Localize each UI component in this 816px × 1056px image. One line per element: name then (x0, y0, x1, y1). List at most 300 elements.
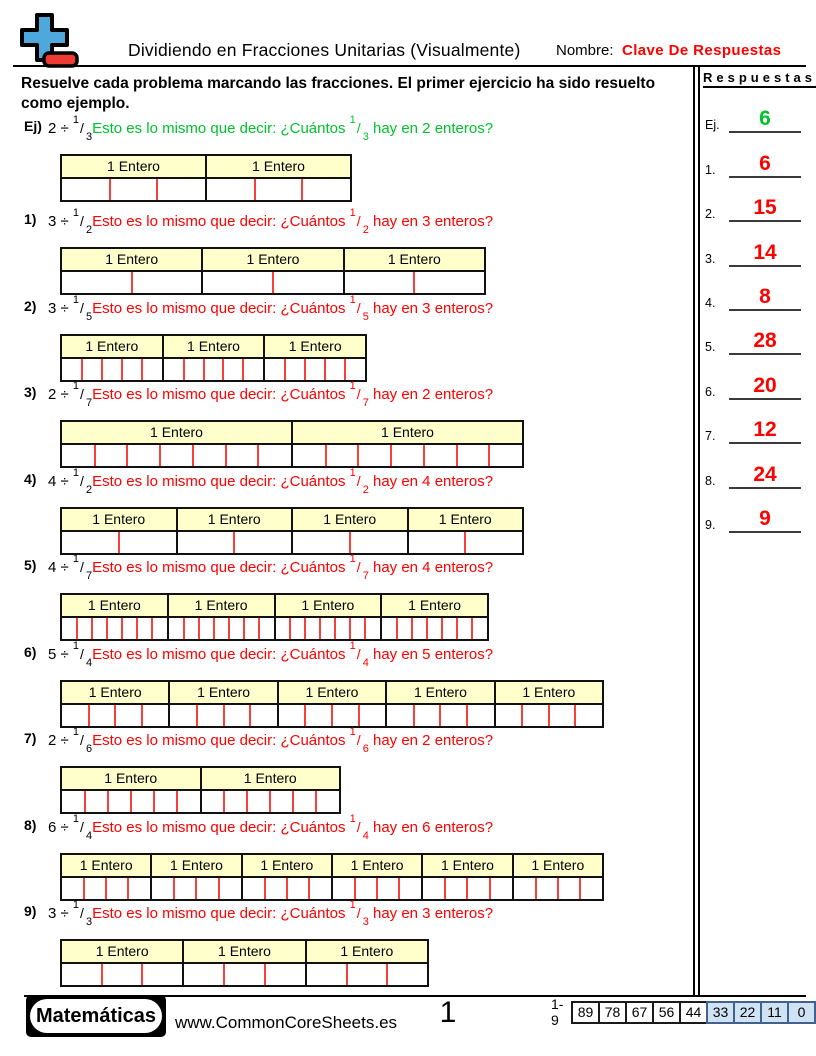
entero-fraction-area (382, 618, 487, 639)
answer-number-label: 3. (705, 251, 716, 266)
fraction-tick (386, 964, 388, 985)
fraction-tick (390, 445, 392, 466)
fraction-bar (60, 420, 524, 468)
unit-fraction (72, 812, 93, 842)
fraction-denominator: 4 (362, 656, 369, 669)
fraction-tick (81, 359, 83, 380)
entero-fraction-area (164, 359, 264, 380)
fraction-tick (136, 618, 138, 639)
answer-row (700, 489, 812, 533)
problem-statement (0, 293, 690, 326)
fraction-bar (60, 680, 604, 728)
unit-fraction (349, 207, 369, 236)
fraction-slash: / (356, 386, 361, 402)
score-cell: 11 (760, 1001, 789, 1024)
entero-label: 1 Entero (169, 595, 274, 618)
entero-label: 1 Entero (62, 682, 168, 705)
entero-cell (62, 682, 168, 726)
unit-fraction (72, 293, 93, 323)
fraction-tick (101, 964, 103, 985)
fraction-denominator: 4 (85, 829, 93, 842)
answer-value: 28 (753, 329, 777, 353)
unit-fraction (349, 114, 369, 143)
fraction-tick (257, 445, 259, 466)
fraction-bar (60, 247, 486, 295)
entero-cell (343, 249, 484, 293)
fraction-numerator: 1 (349, 114, 356, 126)
entero-cell (167, 595, 274, 639)
fraction-tick (264, 878, 266, 899)
problem-question: Esto es lo mismo que decir: ¿Cuántos $^1/_6$ hay en 2 enteros? (92, 726, 494, 755)
problem-number: Ej) (24, 118, 42, 134)
fraction-tick (121, 359, 123, 380)
fraction-tick (228, 618, 230, 639)
fraction-tick (126, 445, 128, 466)
fraction-tick (439, 705, 441, 726)
fraction-slash: / (356, 213, 361, 229)
answer-value: 15 (753, 196, 777, 220)
answer-number-label: 4. (705, 295, 716, 310)
problems-list (0, 114, 690, 990)
entero-label: 1 Entero (178, 509, 292, 532)
entero-label: 1 Entero (62, 595, 167, 618)
problem-number: 2) (24, 297, 37, 314)
unit-fraction (349, 293, 369, 323)
entero-fraction-area (169, 618, 274, 639)
fraction-denominator: 6 (362, 743, 369, 755)
entero-cell (62, 422, 291, 466)
entero-label: 1 Entero (382, 595, 487, 618)
fraction-numerator: 1 (349, 553, 356, 565)
entero-label: 1 Entero (62, 249, 201, 272)
problem-expression: $6 \div ^1/_4$ (48, 812, 93, 842)
fraction-numerator: 1 (72, 114, 80, 126)
entero-cell (162, 336, 264, 380)
fraction-tick (222, 359, 224, 380)
answer-row (700, 267, 812, 311)
fraction-tick (426, 618, 428, 639)
entero-cell (241, 855, 331, 899)
entero-cell (385, 682, 493, 726)
fraction-tick (488, 445, 490, 466)
entero-label: 1 Entero (307, 941, 427, 964)
fraction-tick (183, 359, 185, 380)
problem-number: 6) (24, 643, 37, 660)
entero-fraction-area (62, 179, 205, 200)
entero-cell (274, 595, 381, 639)
fraction-tick (325, 445, 327, 466)
problem-3 (0, 380, 690, 471)
fraction-tick (471, 618, 473, 639)
entero-fraction-area (62, 618, 167, 639)
score-cell: 22 (733, 1001, 762, 1024)
page-title: Dividiendo en Fracciones Unitarias (Visualmente) (128, 40, 521, 60)
fraction-tick (141, 964, 143, 985)
fraction-numerator: 1 (349, 293, 356, 306)
fraction-numerator: 1 (72, 466, 80, 479)
fraction-slash: / (356, 299, 361, 316)
fraction-numerator: 1 (349, 899, 356, 911)
fraction-tick (574, 705, 576, 726)
entero-fraction-area (243, 878, 331, 899)
score-cell: 56 (652, 1001, 681, 1024)
score-cell: 0 (787, 1001, 816, 1024)
problem-8 (0, 812, 690, 904)
answer-number-label: 8. (705, 473, 716, 488)
fraction-tick (301, 179, 303, 200)
problem-statement (0, 726, 690, 758)
entero-label: 1 Entero (164, 336, 264, 359)
entero-fraction-area (423, 878, 511, 899)
problem-expression: $3 \div ^1/_2$ (48, 207, 93, 236)
entero-cell (62, 336, 162, 380)
problem-statement (0, 207, 690, 239)
entero-cell (176, 509, 292, 553)
fraction-tick (358, 705, 360, 726)
problem-number: 1) (24, 211, 37, 227)
fraction-tick (243, 618, 245, 639)
entero-label: 1 Entero (387, 682, 493, 705)
problem-number: 8) (24, 816, 37, 833)
answer-row (700, 355, 812, 399)
fraction-tick (349, 532, 351, 553)
unit-fraction (72, 726, 93, 755)
fraction-tick (444, 878, 446, 899)
fraction-tick (579, 878, 581, 899)
fraction-denominator: 7 (85, 570, 93, 582)
fraction-tick (411, 618, 413, 639)
fraction-bar (60, 507, 524, 555)
fraction-tick (398, 878, 400, 899)
fraction-tick (272, 272, 274, 293)
fraction-tick (88, 705, 90, 726)
fraction-tick (548, 705, 550, 726)
answer-row (700, 444, 812, 488)
fraction-tick (535, 878, 537, 899)
entero-fraction-area (62, 791, 200, 812)
entero-label: 1 Entero (496, 682, 602, 705)
fraction-denominator: 4 (362, 829, 369, 842)
entero-label: 1 Entero (279, 682, 385, 705)
fraction-tick (223, 791, 225, 812)
fraction-tick (225, 445, 227, 466)
entero-fraction-area (293, 532, 407, 553)
fraction-tick (396, 618, 398, 639)
fraction-denominator: 5 (85, 310, 93, 323)
header-divider-line (13, 65, 806, 67)
entero-label: 1 Entero (293, 509, 407, 532)
unit-fraction (349, 812, 369, 842)
answer-row (700, 133, 812, 177)
problem-9 (0, 899, 690, 990)
fraction-tick (521, 705, 523, 726)
fraction-tick (101, 359, 103, 380)
entero-cell (150, 855, 240, 899)
fraction-tick (127, 878, 129, 899)
fraction-numerator: 1 (72, 553, 80, 565)
fraction-slash: / (356, 905, 361, 921)
entero-fraction-area (276, 618, 381, 639)
fraction-tick (151, 618, 153, 639)
entero-cell (205, 156, 350, 200)
fraction-tick (198, 618, 200, 639)
entero-fraction-area (207, 179, 350, 200)
entero-label: 1 Entero (62, 509, 176, 532)
problem-statement (0, 380, 690, 412)
problem-4 (0, 466, 690, 558)
entero-label: 1 Entero (345, 249, 484, 272)
fraction-numerator: 1 (72, 899, 80, 911)
score-cell: 44 (679, 1001, 708, 1024)
entero-label: 1 Entero (265, 336, 365, 359)
fraction-tick (441, 618, 443, 639)
entero-label: 1 Entero (62, 336, 162, 359)
fraction-slash: / (80, 645, 84, 662)
problem-number: 3) (24, 384, 37, 400)
fraction-bar (60, 939, 429, 987)
answer-row (700, 311, 812, 355)
problem-expression: $4 \div ^1/_2$ (48, 466, 93, 496)
fraction-slash: / (80, 213, 84, 229)
fraction-slash: / (80, 472, 84, 489)
entero-label: 1 Entero (514, 855, 602, 878)
answer-value: 20 (753, 373, 777, 397)
problem-question: Esto es lo mismo que decir: ¿Cuántos $^1/_4$ hay en 5 enteros? (92, 639, 494, 669)
entero-label: 1 Entero (333, 855, 421, 878)
answer-value: 9 (759, 506, 771, 530)
fraction-tick (304, 705, 306, 726)
fraction-slash: / (356, 645, 361, 662)
answer-value: 8 (759, 284, 771, 308)
fraction-tick (156, 179, 158, 200)
answer-blank-line (729, 153, 801, 178)
entero-fraction-area (203, 272, 342, 293)
fraction-tick (173, 878, 175, 899)
fraction-tick (121, 618, 123, 639)
fraction-numerator: 1 (72, 639, 80, 652)
fraction-tick (413, 272, 415, 293)
fraction-tick (159, 445, 161, 466)
fraction-tick (131, 272, 133, 293)
fraction-denominator: 3 (85, 131, 93, 143)
entero-label: 1 Entero (203, 249, 342, 272)
fraction-tick (246, 791, 248, 812)
fraction-tick (141, 705, 143, 726)
entero-cell (62, 249, 201, 293)
fraction-denominator: 3 (362, 131, 369, 143)
fraction-slash: / (80, 120, 84, 136)
answer-number-label: 6. (705, 384, 716, 399)
score-range-label: 1-9 (551, 996, 564, 1028)
problem-expression: $3 \div ^1/_3$ (48, 899, 93, 928)
fraction-numerator: 1 (349, 726, 356, 738)
fraction-slash: / (80, 386, 84, 402)
entero-fraction-area (62, 359, 162, 380)
unit-fraction (349, 639, 369, 669)
entero-fraction-area (62, 445, 291, 466)
problem-expression: $4 \div ^1/_7$ (48, 553, 93, 582)
fraction-tick (357, 445, 359, 466)
problem-expression: $2 \div ^1/_6$ (48, 726, 93, 755)
entero-fraction-area (202, 791, 340, 812)
unit-fraction (349, 553, 369, 582)
entero-fraction-area (62, 964, 182, 985)
problem-expression: $2 \div ^1/_3$ (48, 114, 93, 143)
score-cell: 78 (598, 1001, 627, 1024)
fraction-tick (213, 618, 215, 639)
unit-fraction (349, 466, 369, 496)
answer-number-label: Ej. (705, 118, 720, 133)
problem-statement (0, 466, 690, 499)
problem-ej (0, 114, 690, 211)
fraction-tick (344, 359, 346, 380)
fraction-tick (176, 791, 178, 812)
fraction-tick (242, 359, 244, 380)
fraction-tick (114, 705, 116, 726)
fraction-denominator: 5 (362, 310, 369, 323)
answer-blank-line (729, 242, 801, 267)
fraction-tick (413, 705, 415, 726)
entero-cell (331, 855, 421, 899)
problem-6 (0, 639, 690, 731)
entero-fraction-area (409, 532, 523, 553)
fraction-tick (269, 791, 271, 812)
fraction-tick (423, 445, 425, 466)
problem-statement (0, 899, 690, 931)
unit-fraction (349, 899, 369, 928)
instructions-text: Resuelve cada problema marcando las fracciones. El primer ejercicio ha sido resuelto como ejemplo. (21, 75, 656, 112)
entero-cell (277, 682, 385, 726)
problem-number: 5) (24, 557, 37, 573)
fraction-numerator: 1 (349, 466, 356, 479)
fraction-tick (183, 618, 185, 639)
fraction-tick (254, 179, 256, 200)
fraction-tick (489, 878, 491, 899)
answer-value: 24 (753, 462, 777, 486)
fraction-tick (286, 878, 288, 899)
entero-cell (380, 595, 487, 639)
unit-fraction (72, 380, 93, 409)
fraction-denominator: 2 (85, 483, 93, 496)
problem-number: 4) (24, 470, 37, 487)
problem-statement (0, 639, 690, 672)
fraction-tick (223, 964, 225, 985)
entero-fraction-area (293, 445, 522, 466)
fraction-denominator: 6 (85, 743, 93, 755)
fraction-tick (105, 878, 107, 899)
fraction-slash: / (80, 732, 84, 748)
entero-fraction-area (152, 878, 240, 899)
problem-5 (0, 553, 690, 644)
problem-question: Esto es lo mismo que decir: ¿Cuántos $^1/_7$ hay en 2 enteros? (92, 380, 494, 409)
problem-statement (0, 812, 690, 845)
entero-label: 1 Entero (423, 855, 511, 878)
entero-fraction-area (387, 705, 493, 726)
entero-fraction-area (184, 964, 304, 985)
answer-blank-line (729, 375, 801, 400)
problem-expression: $3 \div ^1/_5$ (48, 293, 93, 323)
fraction-tick (308, 878, 310, 899)
fraction-tick (289, 618, 291, 639)
fraction-numerator: 1 (349, 207, 356, 219)
fraction-tick (292, 791, 294, 812)
fraction-tick (346, 964, 348, 985)
commoncoresheets-logo (18, 12, 80, 70)
answer-value: 12 (753, 418, 777, 442)
fraction-bar (60, 154, 352, 202)
fraction-tick (464, 532, 466, 553)
answer-number-label: 5. (705, 340, 716, 355)
entero-cell (182, 941, 304, 985)
fraction-tick (349, 618, 351, 639)
entero-fraction-area (307, 964, 427, 985)
entero-label: 1 Entero (62, 855, 150, 878)
fraction-tick (557, 878, 559, 899)
problem-question: Esto es lo mismo que decir: ¿Cuántos $^1/_4$ hay en 6 enteros? (92, 812, 494, 842)
entero-fraction-area (496, 705, 602, 726)
fraction-numerator: 1 (72, 726, 80, 738)
entero-cell (62, 156, 205, 200)
fraction-tick (334, 618, 336, 639)
answer-blank-line (729, 464, 801, 489)
fraction-tick (331, 705, 333, 726)
problem-7 (0, 726, 690, 817)
score-cell: 33 (706, 1001, 735, 1024)
entero-cell (305, 941, 427, 985)
fraction-tick (192, 445, 194, 466)
problem-statement (0, 553, 690, 585)
fraction-numerator: 1 (349, 639, 356, 652)
fraction-numerator: 1 (72, 380, 80, 392)
fraction-tick (304, 618, 306, 639)
fraction-tick (109, 179, 111, 200)
entero-cell (512, 855, 602, 899)
fraction-slash: / (356, 732, 361, 748)
plus-minus-icon (18, 12, 80, 70)
brand-logo (26, 995, 166, 1037)
problem-question: Esto es lo mismo que decir: ¿Cuántos $^1/_2$ hay en 4 enteros? (92, 466, 494, 496)
entero-cell (62, 855, 150, 899)
entero-cell (291, 509, 407, 553)
entero-fraction-area (178, 532, 292, 553)
answer-value: 14 (753, 240, 777, 264)
fraction-bar (60, 853, 604, 901)
entero-fraction-area (62, 532, 176, 553)
fraction-tick (196, 705, 198, 726)
unit-fraction (72, 899, 93, 928)
fraction-tick (376, 878, 378, 899)
entero-fraction-area (333, 878, 421, 899)
fraction-numerator: 1 (72, 293, 80, 306)
fraction-slash: / (356, 818, 361, 835)
entero-label: 1 Entero (184, 941, 304, 964)
problem-question: Esto es lo mismo que decir: ¿Cuántos $^1/_5$ hay en 3 enteros? (92, 293, 494, 323)
score-cells (573, 1001, 816, 1024)
fraction-slash: / (80, 905, 84, 921)
answer-number-label: 2. (705, 207, 716, 222)
fraction-slash: / (80, 299, 84, 316)
fraction-tick (304, 359, 306, 380)
entero-cell (62, 941, 182, 985)
entero-cell (200, 768, 340, 812)
answer-row (700, 222, 812, 266)
entero-label: 1 Entero (62, 941, 182, 964)
problem-question: Esto es lo mismo que decir: ¿Cuántos $^1/_3$ hay en 3 enteros? (92, 899, 494, 928)
fraction-slash: / (80, 818, 84, 835)
fraction-tick (141, 359, 143, 380)
answer-blank-line (729, 197, 801, 222)
entero-fraction-area (514, 878, 602, 899)
